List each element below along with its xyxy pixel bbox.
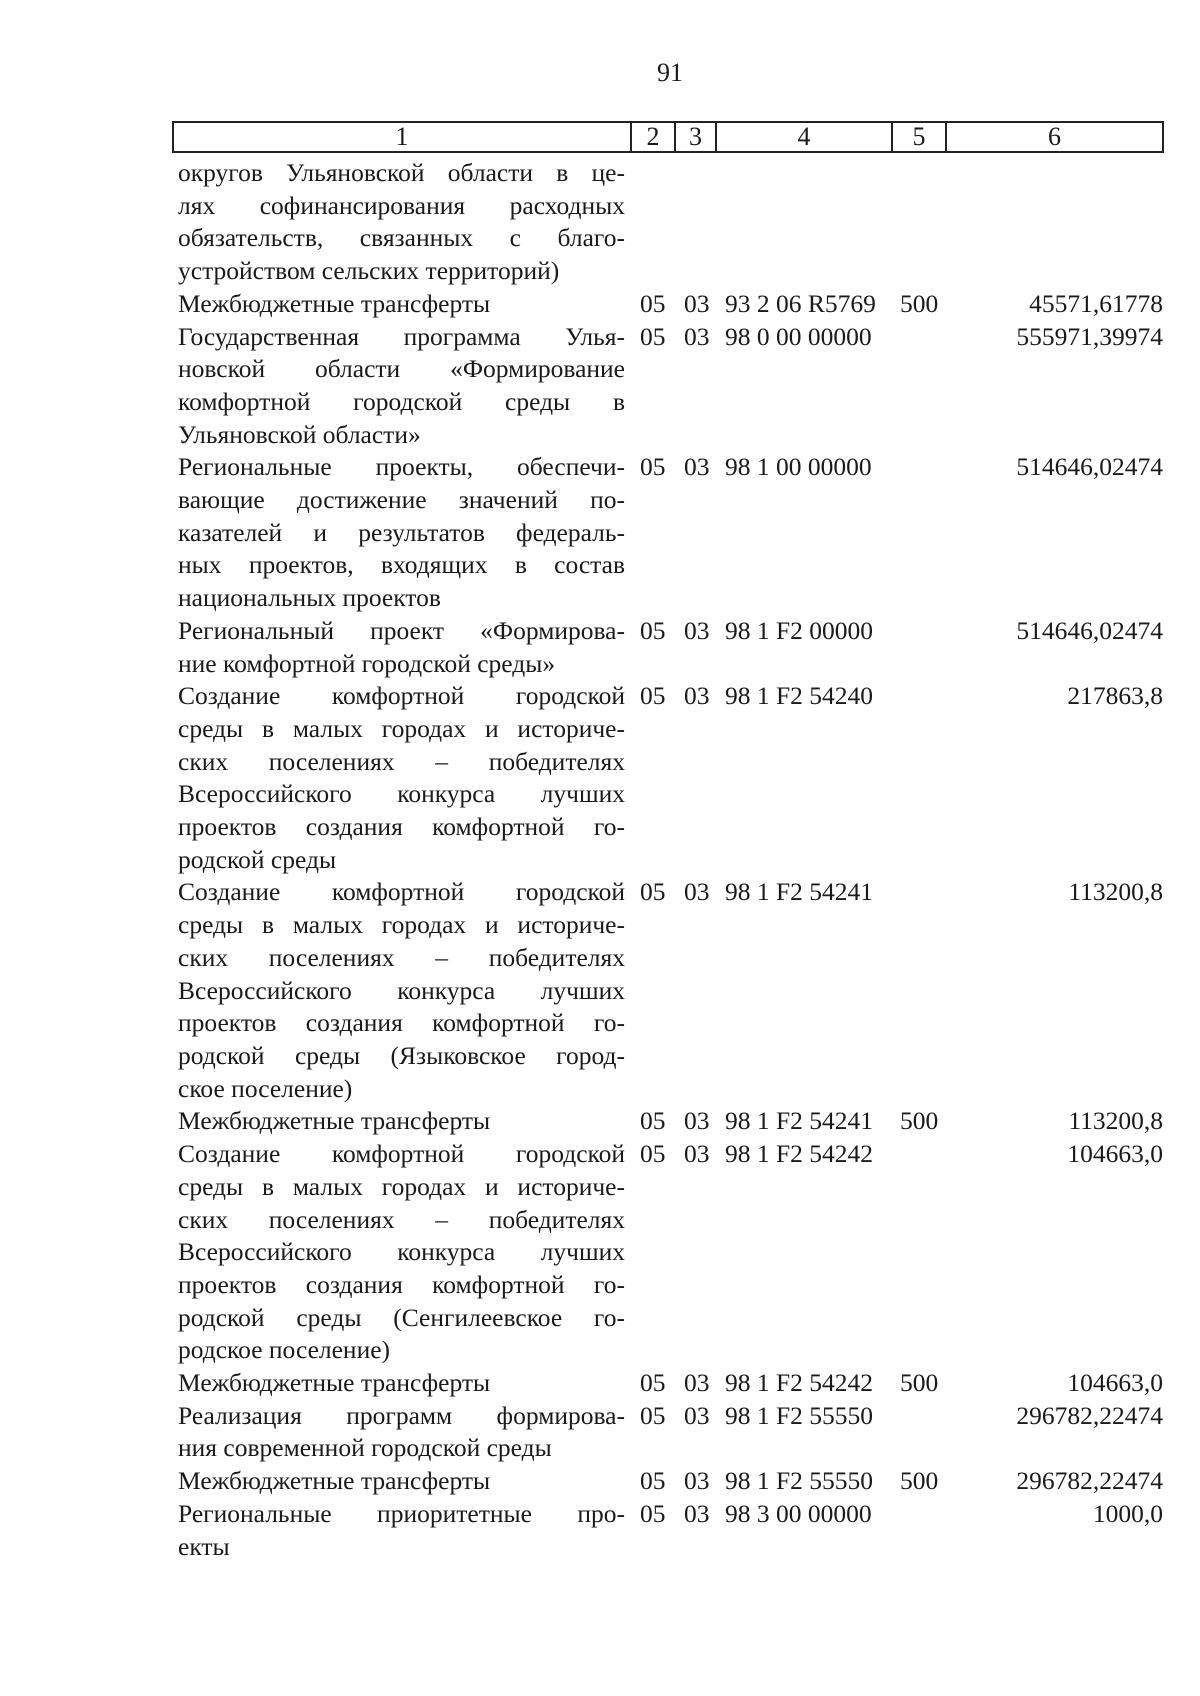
row-target-code: 98 1 F2 54242 <box>725 1139 874 1169</box>
description-line: вающие достижение значений по- <box>178 485 625 515</box>
row-target-code: 98 3 00 00000 <box>725 1498 872 1528</box>
row-target-code: 98 1 F2 54240 <box>725 681 874 711</box>
row-subsection-code: 03 <box>684 1139 710 1169</box>
row-description <box>178 1400 625 1465</box>
description-line: Региональный проект «Формирова- <box>178 615 625 645</box>
row-section-code: 05 <box>640 1368 666 1398</box>
description-line: Межбюджетные трансферты <box>178 1106 491 1136</box>
row-target-code: 98 1 F2 55550 <box>725 1400 874 1430</box>
description-line: Межбюджетные трансферты <box>178 1368 491 1398</box>
row-section-code: 05 <box>640 1498 666 1528</box>
budget-table-body <box>178 157 1163 1563</box>
table-row <box>178 157 1163 288</box>
description-line: казателей и результатов федераль- <box>178 517 625 547</box>
description-line: родской среды (Сенгилеевское го- <box>178 1302 625 1332</box>
row-amount: 104663,0 <box>1067 1139 1163 1169</box>
description-line: округов Ульяновской области в це- <box>178 158 625 187</box>
description-line: Создание комфортной городской <box>178 681 625 711</box>
description-line: Региональные проекты, обеспечи- <box>178 452 625 482</box>
description-line: Государственная программа Улья- <box>178 321 625 351</box>
row-target-code: 98 1 00 00000 <box>725 452 872 482</box>
row-amount: 1000,0 <box>1092 1498 1163 1528</box>
column-header-1: 1 <box>173 122 631 152</box>
row-expense-type: 500 <box>900 288 939 318</box>
row-amount: 113200,8 <box>1068 877 1163 907</box>
row-section-code: 05 <box>640 1400 666 1430</box>
description-line: Создание комфортной городской <box>178 877 625 907</box>
row-description <box>178 1105 625 1138</box>
description-line: проектов создания комфортной го- <box>178 812 625 842</box>
row-description <box>178 1367 625 1400</box>
description-line: ния современной городской среды <box>178 1433 552 1463</box>
row-section-code: 05 <box>640 288 666 318</box>
row-subsection-code: 03 <box>684 1400 710 1430</box>
description-line: Всероссийского конкурса лучших <box>178 1237 625 1267</box>
table-row <box>178 615 1163 680</box>
description-line: ских поселениях – победителях <box>178 942 625 972</box>
table-row <box>178 321 1163 452</box>
description-line: новской области «Формирование <box>178 354 625 384</box>
row-subsection-code: 03 <box>684 288 710 318</box>
row-amount: 514646,02474 <box>1016 615 1163 645</box>
table-row <box>178 451 1163 615</box>
column-header-5: 5 <box>892 122 946 152</box>
description-line: родской среды (Языковское город- <box>178 1040 625 1070</box>
description-line: среды в малых городах и историче- <box>178 1171 625 1201</box>
description-line: обязательств, связанных с благо- <box>178 223 625 253</box>
row-description <box>178 451 625 615</box>
row-description <box>178 615 625 680</box>
description-line: Региональные приоритетные про- <box>178 1498 625 1528</box>
row-target-code: 93 2 06 R5769 <box>725 288 876 318</box>
row-description <box>178 1498 625 1563</box>
description-line: Реализация программ формирова- <box>178 1400 625 1430</box>
row-section-code: 05 <box>640 877 666 907</box>
description-line: Ульяновской области» <box>178 419 421 449</box>
table-row <box>178 1105 1163 1138</box>
description-line: Межбюджетные трансферты <box>178 1466 491 1496</box>
table-row <box>178 1400 1163 1465</box>
row-target-code: 98 0 00 00000 <box>725 321 872 351</box>
row-target-code: 98 1 F2 54241 <box>725 1106 874 1136</box>
row-target-code: 98 1 F2 54242 <box>725 1368 874 1398</box>
column-header-4: 4 <box>716 122 892 152</box>
row-subsection-code: 03 <box>684 1466 710 1496</box>
row-amount: 104663,0 <box>1067 1368 1163 1398</box>
description-line: ских поселениях – победителях <box>178 1204 625 1234</box>
row-subsection-code: 03 <box>684 1498 710 1528</box>
table-row <box>178 876 1163 1105</box>
table-row <box>178 1367 1163 1400</box>
description-line: среды в малых городах и историче- <box>178 713 625 743</box>
description-line: проектов создания комфортной го- <box>178 1008 625 1038</box>
row-section-code: 05 <box>640 1139 666 1169</box>
row-subsection-code: 03 <box>684 1368 710 1398</box>
row-subsection-code: 03 <box>684 681 710 711</box>
column-header-row <box>172 121 1164 153</box>
description-line: екты <box>178 1531 230 1561</box>
table-row <box>178 1498 1163 1563</box>
row-target-code: 98 1 F2 55550 <box>725 1466 874 1496</box>
row-amount: 296782,22474 <box>1016 1400 1163 1430</box>
row-amount: 296782,22474 <box>1016 1466 1163 1496</box>
row-amount: 555971,39974 <box>1016 321 1163 351</box>
row-description <box>178 680 625 876</box>
row-target-code: 98 1 F2 00000 <box>725 615 874 645</box>
table-row <box>178 1138 1163 1367</box>
description-line: лях софинансирования расходных <box>178 190 625 220</box>
description-line: проектов создания комфортной го- <box>178 1269 625 1299</box>
description-line: национальных проектов <box>178 583 441 613</box>
row-amount: 113200,8 <box>1068 1106 1163 1136</box>
row-section-code: 05 <box>640 321 666 351</box>
row-subsection-code: 03 <box>684 615 710 645</box>
table-row <box>178 1465 1163 1498</box>
row-section-code: 05 <box>640 615 666 645</box>
row-amount: 217863,8 <box>1067 681 1163 711</box>
row-description <box>178 288 625 321</box>
description-line: Всероссийского конкурса лучших <box>178 975 625 1005</box>
row-section-code: 05 <box>640 452 666 482</box>
column-header-6: 6 <box>946 122 1163 152</box>
row-expense-type: 500 <box>900 1466 939 1496</box>
row-subsection-code: 03 <box>684 877 710 907</box>
table-row <box>178 288 1163 321</box>
row-subsection-code: 03 <box>684 321 710 351</box>
row-amount: 45571,61778 <box>1029 288 1163 318</box>
row-expense-type: 500 <box>900 1106 939 1136</box>
description-line: Всероссийского конкурса лучших <box>178 779 625 809</box>
description-line: Создание комфортной городской <box>178 1139 625 1169</box>
row-expense-type: 500 <box>900 1368 939 1398</box>
row-target-code: 98 1 F2 54241 <box>725 877 874 907</box>
table-row <box>178 680 1163 876</box>
description-line: родское поселение) <box>178 1335 391 1365</box>
row-description <box>178 157 625 288</box>
row-section-code: 05 <box>640 1106 666 1136</box>
row-subsection-code: 03 <box>684 452 710 482</box>
row-description <box>178 1465 625 1498</box>
column-header-2: 2 <box>631 122 675 152</box>
description-line: родской среды <box>178 844 337 874</box>
description-line: Межбюджетные трансферты <box>178 288 491 318</box>
description-line: комфортной городской среды в <box>178 386 625 416</box>
description-line: устройством сельских территорий) <box>178 256 560 286</box>
page-number: 91 <box>657 58 683 87</box>
column-header-3: 3 <box>675 122 716 152</box>
row-description <box>178 876 625 1105</box>
description-line: ние комфортной городской среды» <box>178 648 556 678</box>
row-section-code: 05 <box>640 1466 666 1496</box>
row-section-code: 05 <box>640 681 666 711</box>
row-subsection-code: 03 <box>684 1106 710 1136</box>
row-description <box>178 1138 625 1367</box>
description-line: ных проектов, входящих в состав <box>178 550 625 580</box>
row-description <box>178 321 625 452</box>
row-amount: 514646,02474 <box>1016 452 1163 482</box>
description-line: ских поселениях – победителях <box>178 746 625 776</box>
description-line: среды в малых городах и историче- <box>178 910 625 940</box>
description-line: ское поселение) <box>178 1073 353 1103</box>
